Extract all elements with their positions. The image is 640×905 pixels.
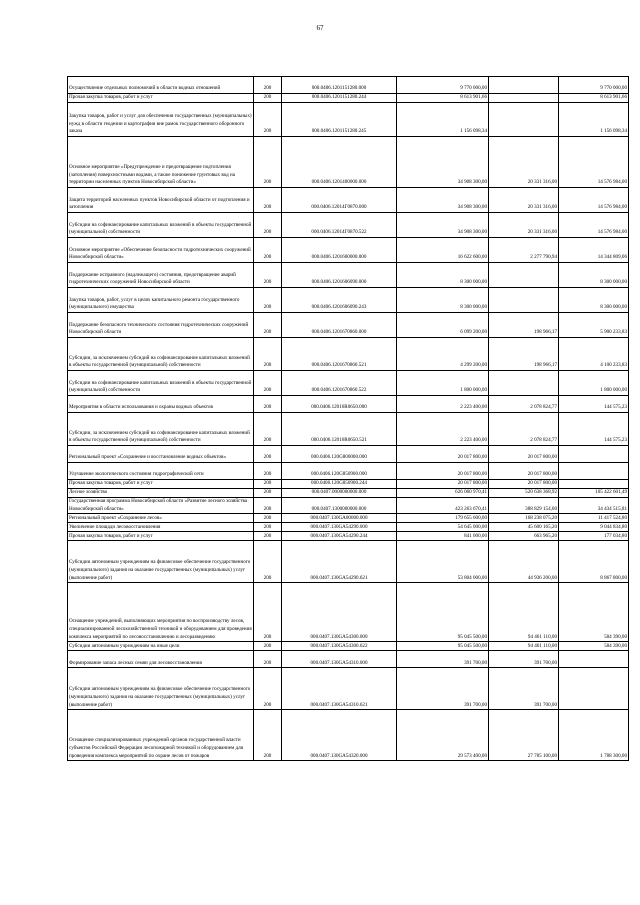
row-code: 000.0406.1201151280.244 [282, 94, 397, 103]
row-name: Поддержание исправного (надлежащего) состояния, предотвращение аварий гидротехнических сооружений Новосибирской области [68, 263, 254, 288]
row-approved: 34 908 300,00 [397, 137, 489, 188]
row-approved: 841 000,00 [397, 532, 489, 541]
row-name: Улучшение экологического состояния гидрографической сети [68, 463, 254, 480]
row-name: Основное мероприятие «Предупреждение и предотвращение подтопления (затопления) поверхностными водами, а также понижение грунтовых вод на территории населенных пунктов Новосибирской области» [68, 137, 254, 188]
row-remaining [559, 446, 629, 463]
row-approved: 1 800 000,00 [397, 371, 489, 396]
row-status: 200 [254, 583, 282, 642]
table-row [68, 642, 629, 651]
row-executed: 20 017 800,00 [489, 446, 559, 463]
row-approved: 2 223 400,00 [397, 413, 489, 446]
budget-table [67, 76, 629, 761]
row-code: 000.0406.1201151280.245 [282, 103, 397, 137]
row-remaining: 9 770 000,00 [559, 77, 629, 94]
row-executed [489, 77, 559, 94]
row-approved: 16 622 600,00 [397, 238, 489, 263]
row-remaining: 584 390,00 [559, 642, 629, 651]
row-name: Мероприятия в области использования и охраны водных объектов [68, 396, 254, 413]
row-status: 200 [254, 338, 282, 371]
row-executed: 198 966,17 [489, 313, 559, 338]
row-code: 000.0407.130GA54290.621 [282, 541, 397, 583]
row-code: 000.0407.130GA54300.000 [282, 583, 397, 642]
table-row [68, 188, 629, 213]
row-approved: 4 299 200,00 [397, 338, 489, 371]
row-remaining: 5 900 233,83 [559, 313, 629, 338]
page-number: 67 [316, 24, 324, 32]
table-row [68, 489, 629, 498]
row-approved: 54 645 000,00 [397, 523, 489, 532]
row-approved: 20 017 800,00 [397, 446, 489, 463]
row-executed [489, 263, 559, 288]
row-executed: 44 936 200,00 [489, 541, 559, 583]
row-status: 200 [254, 463, 282, 480]
row-name: Защита территорий населенных пунктов Новосибирской области от подтопления и затопления [68, 188, 254, 213]
row-code: 000.0407.130GA00000.000 [282, 514, 397, 523]
row-status: 200 [254, 480, 282, 489]
table-row [68, 238, 629, 263]
row-status: 200 [254, 642, 282, 651]
table-row [68, 523, 629, 532]
row-name: Региональный проект «Сохранение лесов» [68, 514, 254, 523]
row-status: 200 [254, 188, 282, 213]
row-remaining: 144 575,23 [559, 396, 629, 413]
row-remaining: 34 434 515,81 [559, 498, 629, 514]
row-name: Субсидии, за исключением субсидий на софинансирование капитальных вложений в объекты государственной (муниципальной) собственности [68, 413, 254, 446]
row-code: 000.0406.12016R0650.000 [282, 396, 397, 413]
row-approved: 95 045 500,00 [397, 583, 489, 642]
row-remaining: 1 156 098,34 [559, 103, 629, 137]
row-remaining: 1 800 000,00 [559, 371, 629, 396]
table-row [68, 288, 629, 313]
row-approved: 8 300 000,00 [397, 263, 489, 288]
table-row [68, 103, 629, 137]
row-code: 000.0406.120G850900.000 [282, 463, 397, 480]
row-remaining: 177 034,80 [559, 532, 629, 541]
row-name: Субсидии автономным учреждениям на финансовое обеспечение государственного (муниципального) задания на оказание государственных (муниципальных) услуг (выполнение работ) [68, 668, 254, 710]
row-executed: 2 277 790,94 [489, 238, 559, 263]
row-executed: 94 461 110,00 [489, 583, 559, 642]
row-code: 000.0407.130GA54300.622 [282, 642, 397, 651]
row-code: 000.0406.1201670860.000 [282, 313, 397, 338]
row-name: Субсидии автономным учреждениям на иные цели [68, 642, 254, 651]
row-approved: 2 223 400,00 [397, 396, 489, 413]
row-approved: 6 099 200,00 [397, 313, 489, 338]
row-status: 200 [254, 541, 282, 583]
table-row [68, 77, 629, 94]
row-status: 200 [254, 651, 282, 668]
row-approved: 53 804 000,00 [397, 541, 489, 583]
row-executed [489, 288, 559, 313]
row-code: 000.0406.1201670860.522 [282, 371, 397, 396]
row-approved: 391 700,00 [397, 651, 489, 668]
row-code: 000.0407.130GA54290.244 [282, 532, 397, 541]
row-status: 200 [254, 446, 282, 463]
row-approved: 8 613 901,66 [397, 94, 489, 103]
row-status: 200 [254, 238, 282, 263]
row-executed: 45 600 165,20 [489, 523, 559, 532]
table-row [68, 668, 629, 710]
row-status: 200 [254, 137, 282, 188]
row-name: Прочая закупка товаров, работ и услуг [68, 532, 254, 541]
row-status: 200 [254, 371, 282, 396]
row-remaining: 4 100 233,83 [559, 338, 629, 371]
row-approved: 34 908 300,00 [397, 188, 489, 213]
row-executed: 663 965,20 [489, 532, 559, 541]
row-remaining: 8 867 800,00 [559, 541, 629, 583]
row-code: 000.0406.1201670860.521 [282, 338, 397, 371]
row-remaining: 14 576 984,00 [559, 188, 629, 213]
row-remaining [559, 651, 629, 668]
row-approved: 1 156 098,34 [397, 103, 489, 137]
row-remaining: 1 788 300,00 [559, 710, 629, 761]
row-executed: 20 331 316,00 [489, 213, 559, 238]
row-name: Закупка товаров, работ и услуг для обеспечения государственных (муниципальных) нужд в области геодезии и картографии вне рамок государственного оборонного заказа [68, 103, 254, 137]
row-approved: 626 060 970,41 [397, 489, 489, 498]
row-status: 200 [254, 523, 282, 532]
table-row [68, 480, 629, 489]
row-name: Формирование запаса лесных семян для лесовосстановления [68, 651, 254, 668]
row-code: 000.0407.130GA54320.000 [282, 710, 397, 761]
row-name: Прочая закупка товаров, работ и услуг [68, 94, 254, 103]
row-name: Субсидии, за исключением субсидий на софинансирование капитальных вложений в объекты государственной (муниципальной) собственности [68, 338, 254, 371]
table-row [68, 413, 629, 446]
row-name: Лесное хозяйство [68, 489, 254, 498]
row-code: 000.0407.130GA54310.621 [282, 668, 397, 710]
row-name: Основное мероприятие «Обеспечение безопасности гидротехнических сооружений Новосибирской области» [68, 238, 254, 263]
row-executed: 27 785 100,00 [489, 710, 559, 761]
row-approved: 20 017 800,00 [397, 480, 489, 489]
row-executed: 2 078 824,77 [489, 396, 559, 413]
row-remaining: 144 575,23 [559, 413, 629, 446]
table-row [68, 651, 629, 668]
row-executed: 20 017 800,00 [489, 480, 559, 489]
row-name: Субсидии автономным учреждениям на финансовое обеспечение государственного (муниципального) задания на оказание государственных (муниципальных) услуг (выполнение работ) [68, 541, 254, 583]
row-remaining: 8 300 000,00 [559, 263, 629, 288]
row-executed: 20 017 800,00 [489, 463, 559, 480]
row-remaining [559, 480, 629, 489]
row-status: 200 [254, 498, 282, 514]
row-status: 200 [254, 313, 282, 338]
row-code: 000.0406.120G800000.000 [282, 446, 397, 463]
row-executed: 2 078 824,77 [489, 413, 559, 446]
table-row [68, 446, 629, 463]
row-code: 000.0406.12014Г0870.522 [282, 213, 397, 238]
row-code: 000.0406.1201600000.000 [282, 238, 397, 263]
row-remaining: 105 422 601,49 [559, 489, 629, 498]
table-row [68, 263, 629, 288]
row-remaining [559, 668, 629, 710]
row-remaining: 9 044 834,80 [559, 523, 629, 532]
row-remaining: 14 576 984,00 [559, 137, 629, 188]
row-approved: 8 300 000,00 [397, 288, 489, 313]
row-code: 000.0406.12016R0650.521 [282, 413, 397, 446]
row-code: 000.0407.130GA54310.000 [282, 651, 397, 668]
table-row [68, 94, 629, 103]
row-executed: 20 331 316,00 [489, 188, 559, 213]
row-name: Субсидии на софинансирование капитальных вложений в объекты государственной (муниципальной) собственности [68, 213, 254, 238]
row-remaining: 14 576 984,00 [559, 213, 629, 238]
table-row [68, 498, 629, 514]
row-approved: 179 655 600,00 [397, 514, 489, 523]
row-name: Закупка товаров, работ, услуг в целях капитального ремонта государственного (муниципального) имущества [68, 288, 254, 313]
row-code: 000.0406.12014Г0870.000 [282, 188, 397, 213]
row-approved: 391 700,00 [397, 668, 489, 710]
row-name: Прочая закупка товаров, работ и услуг [68, 480, 254, 489]
row-executed: 391 700,00 [489, 651, 559, 668]
row-code: 000.0406.1201606090.000 [282, 263, 397, 288]
row-remaining [559, 463, 629, 480]
row-executed: 391 700,00 [489, 668, 559, 710]
row-approved: 9 770 000,00 [397, 77, 489, 94]
row-executed: 388 829 154,60 [489, 498, 559, 514]
table-row [68, 213, 629, 238]
row-code: 000.0406.120G850900.244 [282, 480, 397, 489]
table-row [68, 541, 629, 583]
row-approved: 29 573 400,00 [397, 710, 489, 761]
row-executed: 94 461 110,00 [489, 642, 559, 651]
table-row [68, 532, 629, 541]
row-approved: 20 017 800,00 [397, 463, 489, 480]
row-status: 200 [254, 532, 282, 541]
row-status: 200 [254, 103, 282, 137]
row-approved: 423 263 670,41 [397, 498, 489, 514]
row-status: 200 [254, 514, 282, 523]
row-status: 200 [254, 288, 282, 313]
row-status: 200 [254, 489, 282, 498]
row-executed: 168 238 075,20 [489, 514, 559, 523]
row-name: Поддержание безопасного технического состояния гидротехнических сооружений Новосибирской области [68, 313, 254, 338]
table-row [68, 463, 629, 480]
row-name: Оснащение специализированных учреждений органов государственной власти субъектов Российской Федерации лесопожарной техникой и оборудованием для проведения комплекса мероприятий по охране лесов от пожаров [68, 710, 254, 761]
row-remaining: 14 344 809,06 [559, 238, 629, 263]
row-remaining: 8 300 000,00 [559, 288, 629, 313]
row-name: Субсидии на софинансирование капитальных вложений в объекты государственной (муниципальной) собственности [68, 371, 254, 396]
table-row [68, 396, 629, 413]
row-name: Увеличение площади лесовосстановления [68, 523, 254, 532]
row-executed: 20 331 316,00 [489, 137, 559, 188]
row-code: 000.0406.1201400000.000 [282, 137, 397, 188]
table-row [68, 583, 629, 642]
row-executed: 520 638 368,92 [489, 489, 559, 498]
table-row [68, 313, 629, 338]
table-row [68, 338, 629, 371]
row-code: 000.0407.130GA54290.000 [282, 523, 397, 532]
row-code: 000.0407.0000000000.000 [282, 489, 397, 498]
row-remaining: 8 613 901,66 [559, 94, 629, 103]
row-code: 000.0406.1201606090.243 [282, 288, 397, 313]
row-code: 000.0407.1300000000.000 [282, 498, 397, 514]
row-status: 200 [254, 413, 282, 446]
row-status: 200 [254, 94, 282, 103]
row-code: 000.0406.1201151280.000 [282, 77, 397, 94]
table-row [68, 371, 629, 396]
row-status: 200 [254, 213, 282, 238]
row-remaining: 11 417 524,80 [559, 514, 629, 523]
row-executed [489, 371, 559, 396]
row-name: Государственная программа Новосибирской области «Развитие лесного хозяйства Новосибирской области» [68, 498, 254, 514]
table-row [68, 514, 629, 523]
row-name: Оснащение учреждений, выполняющих мероприятия по воспроизводству лесов, специализированной лесохозяйственной техникой и оборудованием для проведения комплекса мероприятий по лесовосстановлению и лесоразведению [68, 583, 254, 642]
row-approved: 34 908 300,00 [397, 213, 489, 238]
row-executed: 198 966,17 [489, 338, 559, 371]
table-row [68, 137, 629, 188]
row-status: 200 [254, 396, 282, 413]
row-status: 200 [254, 668, 282, 710]
row-name: Осуществление отдельных полномочий в области водных отношений [68, 77, 254, 94]
row-executed [489, 103, 559, 137]
row-remaining: 584 390,00 [559, 583, 629, 642]
row-status: 200 [254, 77, 282, 94]
row-approved: 95 045 500,00 [397, 642, 489, 651]
row-status: 200 [254, 710, 282, 761]
table-row [68, 710, 629, 761]
row-name: Региональный проект «Сохранение и восстановление водных объектов» [68, 446, 254, 463]
row-status: 200 [254, 263, 282, 288]
row-executed [489, 94, 559, 103]
